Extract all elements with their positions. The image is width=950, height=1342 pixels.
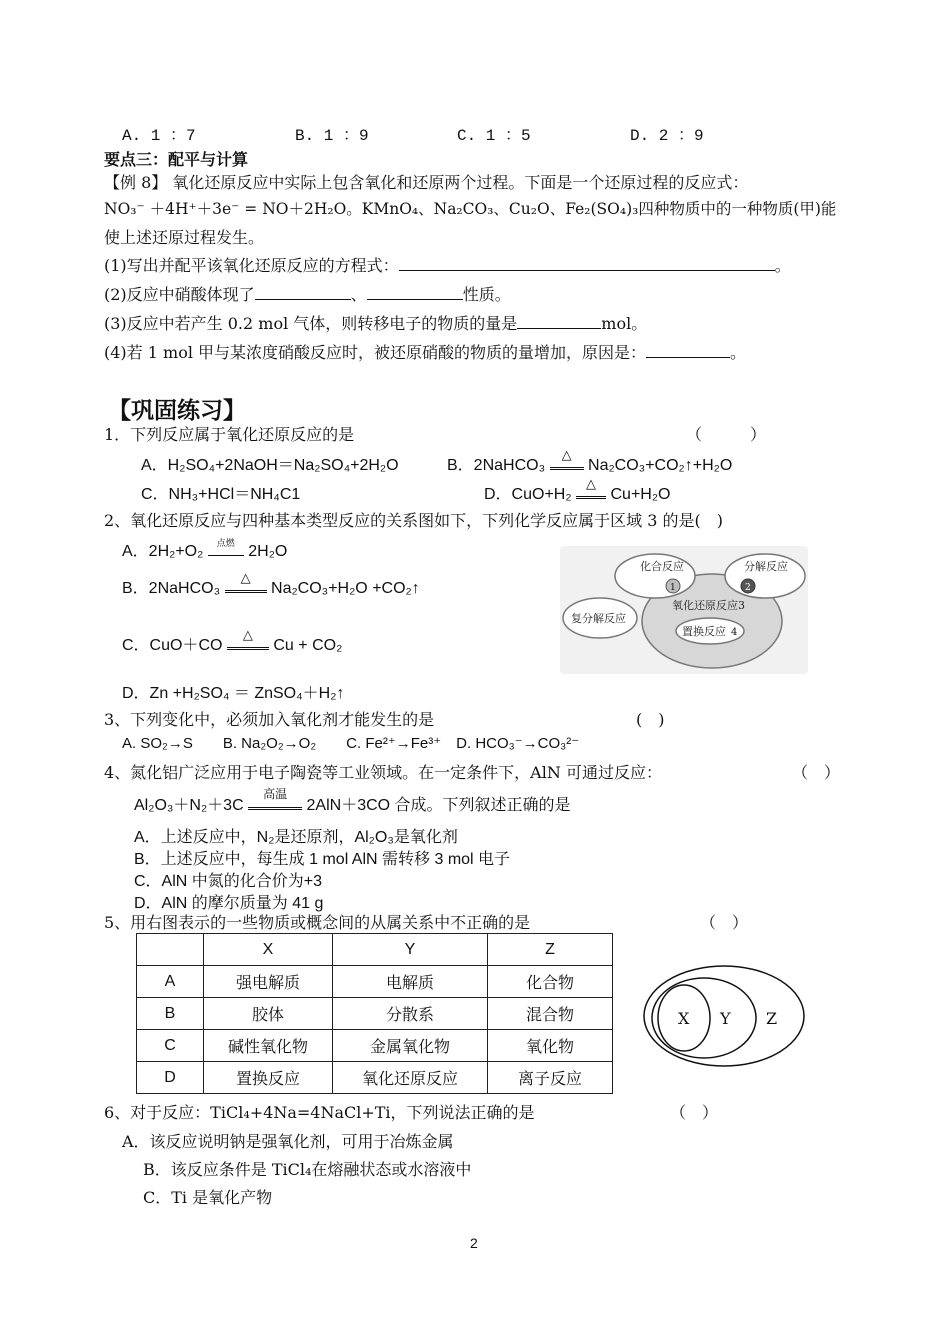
table-header-cell: Z bbox=[488, 934, 613, 966]
practice-q6-paren: （ ） bbox=[670, 1103, 719, 1122]
table-cell: 胶体 bbox=[204, 998, 333, 1030]
answer-blank-4[interactable] bbox=[646, 342, 730, 358]
option-c-prev: C. 1 ：5 bbox=[457, 127, 531, 145]
example-8-line1: 【例 8】 氧化还原反应中实际上包含氧化和还原两个过程。下面是一个还原过程的反应式： bbox=[104, 173, 749, 192]
region-2-number: 2 bbox=[745, 583, 751, 593]
table-cell: 碱性氧化物 bbox=[204, 1030, 333, 1062]
table-cell: 氧化还原反应 bbox=[333, 1062, 488, 1094]
practice-q1-option-c: C．NH₃+HCl＝NH₄C1 bbox=[141, 486, 301, 503]
table-cell: 电解质 bbox=[333, 966, 488, 998]
practice-q4-equation bbox=[134, 787, 571, 815]
table-header-cell bbox=[137, 934, 204, 966]
q4-text-a: (4)若 1 mol 甲与某浓度硝酸反应时，被还原硝酸的物质的量增加，原因是： bbox=[104, 343, 647, 362]
practice-q6-option-c: C．Ti 是氧化产物 bbox=[143, 1188, 273, 1207]
practice-q4-option-c: C．AlN 中氮的化合价为+3 bbox=[134, 873, 323, 890]
practice-q1-stem: 1．下列反应属于氧化还原反应的是 bbox=[104, 425, 355, 444]
practice-q1-option-a: A．H₂SO₄+2NaOH＝Na₂SO₄+2H₂O bbox=[141, 457, 399, 474]
practice-q3-options: A. SO₂→S B. Na₂O₂→O₂ C. Fe²⁺→Fe³⁺ D. HCO₃⁻→CO₃²⁻ bbox=[122, 735, 580, 752]
table-cell: 氧化物 bbox=[488, 1030, 613, 1062]
practice-q6-option-a: A．该反应说明钠是强氧化剂，可用于冶炼金属 bbox=[122, 1132, 454, 1151]
label-decomposition: 分解反应 bbox=[744, 560, 788, 573]
practice-q2-option-b bbox=[122, 570, 420, 598]
table-cell: 分散系 bbox=[333, 998, 488, 1030]
q2-text-b: 性质。 bbox=[462, 285, 511, 304]
answer-blank-2a[interactable] bbox=[255, 284, 351, 300]
table-header-cell: X bbox=[204, 934, 333, 966]
heat-triangle-icon: △ bbox=[550, 457, 584, 475]
label-double-displacement: 复分解反应 bbox=[571, 612, 626, 625]
q2c-pre: C．CuO＋CO bbox=[122, 637, 223, 654]
xyz-venn-diagram bbox=[640, 958, 808, 1070]
practice-q4-option-b: B．上述反应中，每生成 1 mol AlN 需转移 3 mol 电子 bbox=[134, 851, 511, 868]
region-4-number: 4 bbox=[731, 627, 738, 638]
practice-q6-option-b: B．该反应条件是 TiCl₄在熔融状态或水溶液中 bbox=[143, 1160, 472, 1179]
table-cell: B bbox=[137, 998, 204, 1030]
practice-q5-stem: 5、用右图表示的一些物质或概念间的从属关系中不正确的是 bbox=[104, 913, 531, 932]
answer-blank-2b[interactable] bbox=[367, 284, 463, 300]
practice-q3-paren: ( ) bbox=[636, 710, 665, 729]
table-cell: 离子反应 bbox=[488, 1062, 613, 1094]
practice-q4-paren: （ ） bbox=[792, 763, 841, 782]
practice-q1-paren: （ ） bbox=[686, 425, 767, 444]
table-cell: 置换反应 bbox=[204, 1062, 333, 1094]
option-a-prev: A. 1 ：7 bbox=[122, 127, 196, 145]
label-redox: 氧化还原反应3 bbox=[672, 599, 745, 612]
q2-text-a: (2)反应中硝酸体现了 bbox=[104, 285, 255, 304]
venn-y-ellipse bbox=[652, 978, 756, 1058]
practice-q2-option-a bbox=[122, 538, 287, 561]
practice-q6-stem: 6、对于反应：TiCl₄+4Na=4NaCl+Ti，下列说法正确的是 bbox=[104, 1103, 535, 1122]
section-heading: 要点三：配平与计算 bbox=[104, 150, 249, 169]
q2a-pre: A．2H₂+O₂ bbox=[122, 543, 204, 560]
q1b-post: Na₂CO₃+CO₂↑+H₂O bbox=[588, 457, 733, 474]
table-row bbox=[137, 998, 613, 1030]
practice-q2-option-d: D．Zn +H₂SO₄ ＝ ZnSO₄＋H₂↑ bbox=[122, 685, 345, 702]
practice-q4-stem: 4、氮化铝广泛应用于电子陶瓷等工业领域。在一定条件下，AlN 可通过反应： bbox=[104, 763, 662, 782]
q2c-post: Cu + CO₂ bbox=[273, 637, 343, 654]
table-row bbox=[137, 1030, 613, 1062]
q2-sep: 、 bbox=[350, 285, 367, 304]
q4-eq-post: 2AlN＋3CO 合成。下列叙述正确的是 bbox=[306, 797, 571, 814]
table-cell: 强电解质 bbox=[204, 966, 333, 998]
answer-blank-1[interactable] bbox=[399, 255, 775, 271]
table-cell: 混合物 bbox=[488, 998, 613, 1030]
answer-blank-3[interactable] bbox=[517, 313, 601, 329]
example-8-line3: 使上述还原过程发生。 bbox=[104, 228, 265, 247]
condition-ignite bbox=[208, 538, 244, 561]
q2a-post: 2H₂O bbox=[248, 543, 288, 560]
practice-title: 【巩固练习】 bbox=[108, 398, 246, 424]
venn-z-label: Z bbox=[766, 1009, 778, 1028]
table-header-cell: Y bbox=[333, 934, 488, 966]
q4-eq-pre: Al₂O₃＋N₂＋3C bbox=[134, 797, 244, 814]
heat-triangle-icon: △ bbox=[576, 486, 606, 504]
heat-triangle-icon: △ bbox=[225, 580, 267, 598]
practice-q4-option-a: A．上述反应中，N₂是还原剂，Al₂O₃是氧化剂 bbox=[134, 829, 458, 846]
q2b-pre: B．2NaHCO₃ bbox=[122, 580, 221, 597]
q1d-post: Cu+H₂O bbox=[610, 486, 671, 503]
q4-text-b: 。 bbox=[730, 343, 747, 362]
q2b-post: Na₂CO₃+H₂O +CO₂↑ bbox=[271, 580, 420, 597]
q1b-pre: B．2NaHCO₃ bbox=[447, 457, 546, 474]
venn-y-label: Y bbox=[720, 1009, 731, 1028]
label-combination: 化合反应 bbox=[640, 560, 684, 573]
practice-q1-option-b bbox=[447, 447, 733, 475]
example-8-line2: NO₃⁻ ＋4H⁺＋3e⁻ = NO＋2H₂O。KMnO₄、Na₂CO₃、Cu₂O、Fe₂(SO₄)₃四种物质中的一种物质(甲)能 bbox=[104, 200, 837, 218]
q1-text: (1)写出并配平该氧化还原反应的方程式： bbox=[104, 256, 399, 275]
table-header-row bbox=[137, 934, 613, 966]
reaction-relationship-diagram bbox=[560, 546, 808, 674]
condition-high-temp bbox=[248, 787, 302, 815]
question-4 bbox=[104, 340, 746, 363]
q1-end: 。 bbox=[774, 256, 791, 275]
table-row bbox=[137, 966, 613, 998]
practice-q2-stem: 2、氧化还原反应与四种基本类型反应的关系图如下，下列化学反应属于区域 3 的是( ) bbox=[104, 511, 724, 530]
q1d-pre: D．CuO+H₂ bbox=[484, 486, 572, 503]
region-1-number: 1 bbox=[670, 583, 676, 593]
option-d-prev: D. 2 ：9 bbox=[630, 127, 704, 145]
practice-q4-option-d: D．AlN 的摩尔质量为 41 g bbox=[134, 895, 324, 912]
table-cell: 化合物 bbox=[488, 966, 613, 998]
venn-x-label: X bbox=[678, 1009, 690, 1028]
practice-q5-paren: （ ） bbox=[700, 913, 749, 932]
heat-triangle-icon: △ bbox=[227, 637, 269, 655]
page-number: 2 bbox=[470, 1235, 478, 1251]
condition-ignite-label: 点燃 bbox=[216, 538, 235, 548]
classification-table bbox=[136, 933, 613, 1094]
condition-high-temp-label: 高温 bbox=[263, 787, 288, 801]
table-cell: A bbox=[137, 966, 204, 998]
practice-q3-stem: 3、下列变化中，必须加入氧化剂才能发生的是 bbox=[104, 710, 435, 729]
option-b-prev: B. 1 ：9 bbox=[295, 127, 369, 145]
table-row bbox=[137, 1062, 613, 1094]
label-displacement: 置换反应 bbox=[682, 625, 726, 638]
table-cell: C bbox=[137, 1030, 204, 1062]
table-cell: 金属氧化物 bbox=[333, 1030, 488, 1062]
q3-text-a: (3)反应中若产生 0.2 mol 气体，则转移电子的物质的量是 bbox=[104, 314, 518, 333]
question-1 bbox=[104, 253, 791, 276]
practice-q1-option-d bbox=[484, 476, 671, 504]
question-3 bbox=[104, 311, 647, 334]
table-cell: D bbox=[137, 1062, 204, 1094]
question-2 bbox=[104, 282, 511, 305]
practice-q2-option-c bbox=[122, 627, 343, 655]
q3-text-b: mol。 bbox=[601, 314, 648, 333]
